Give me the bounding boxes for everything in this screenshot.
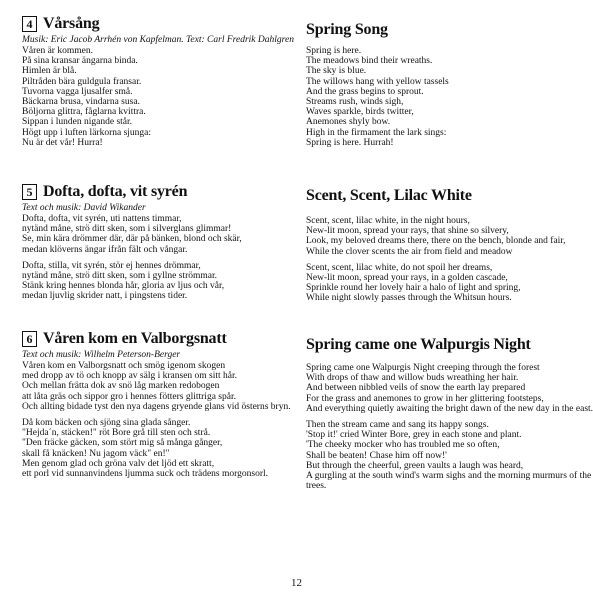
lyric-line: For the grass and anemones to grow in her glittering footsteps, [306, 393, 544, 404]
lyric-line: Men genom glad och gröna valv det ljöd ett skratt, [22, 458, 215, 469]
lyric-line: The willows hang with yellow tassels [306, 76, 449, 87]
lyric-line: The meadows bind their wreaths. [306, 56, 433, 67]
track-number-badge: 4 [22, 16, 37, 32]
lyric-line: Himlen är blå. [22, 66, 77, 77]
lyric-line: "Hejda´n, stäcken!" röt Bore grå till sten och strå. [22, 428, 211, 439]
lyric-line: Våren är kommen. [22, 46, 93, 56]
section-5-swedish [22, 182, 307, 302]
lyric-line: Sippan i lunden nigande står. [22, 117, 133, 128]
lyric-line: 'The cheeky mocker who has troubled me so often, [306, 440, 500, 451]
lyric-line: nytänd måne, strö ditt sken, som i gyllne strömmar. [22, 271, 217, 282]
stanza [22, 261, 307, 302]
lyric-line: ett porl vid sunnanvindens ljumma suck och trädens morgonsorl. [22, 469, 268, 480]
lyric-line: medan ljuvlig skrider natt, i pingstens tider. [22, 291, 188, 302]
lyric-line: Streams rush, winds sigh, [306, 97, 404, 108]
lyric-line: nytänd måne, strö ditt sken, som i silverglans glimmar! [22, 224, 232, 235]
lyric-line: Spring came one Walpurgis Night creeping through the forest [306, 363, 540, 373]
lyric-line: Scent, scent, lilac white, in the night hours, [306, 216, 470, 226]
stanza [306, 420, 591, 491]
song-title: Våren kom en Valborgsnatt [43, 330, 227, 347]
stanza [22, 418, 307, 479]
lyrics [22, 46, 307, 148]
lyric-line: The sky is blue. [306, 66, 367, 77]
lyric-line: And the grass begins to sprout. [306, 86, 424, 97]
section-6-swedish [22, 329, 307, 479]
lyric-line: "Den fräcke gäcken, som stört mig så många gånger, [22, 438, 223, 449]
lyric-line: New-lit moon, spread your rays, that shine so silvery, [306, 226, 509, 237]
stanza [22, 361, 307, 412]
song-credit: Musik: Eric Jacob Arrhén von Kapfelman. Text: Carl Fredrik Dahlgren [22, 35, 294, 45]
stanza [306, 46, 591, 148]
lyric-line: att låta gräs och sippor gro i hennes fötters glittriga spår. [22, 391, 236, 402]
lyric-line: And everything quietly awaiting the bright dawn of the new day in the east. [306, 403, 593, 414]
lyric-line: Then the stream came and sang its happy songs. [306, 420, 489, 431]
song-title: Dofta, dofta, vit syrén [43, 183, 188, 200]
stanza [22, 46, 307, 148]
lyric-line: Böljorna glittra, fåglarna kvittra. [22, 107, 146, 118]
lyric-line: Look, my beloved dreams there, there on the bench, blonde and fair, [306, 236, 566, 247]
stanza [306, 216, 591, 257]
song-credit: Text och musik: David Wikander [22, 203, 146, 213]
lyric-line: Tuvorna vagga ljusalfer små. [22, 86, 133, 97]
lyric-line: Dofta, dofta, vit syrén, uti nattens timmar, [22, 214, 182, 224]
stanza [306, 263, 591, 304]
lyric-line: High in the firmament the lark sings: [306, 127, 447, 138]
lyric-line: med dropp av tö och knopp av sälg i kransen om sitt hår. [22, 371, 238, 382]
lyric-line: New-lit moon, spread your rays, in a golden cascade, [306, 273, 508, 284]
song-title: Vårsång [43, 15, 100, 32]
lyric-line: medan klöverns ängar ifrån fält och vångar. [22, 244, 188, 255]
lyric-line: Högt upp i luften lärkorna sjunga: [22, 127, 152, 138]
lyric-line: Scent, scent, lilac white, do not spoil her dreams, [306, 262, 493, 273]
lyric-line: På sina kransar ängarna binda. [22, 56, 138, 67]
lyric-line: skall få knäcken! Nu jagom väck" en!" [22, 448, 170, 459]
section-4-swedish [22, 14, 307, 148]
section-6-english [306, 335, 591, 491]
lyric-line: Spring is here. Hurrah! [306, 137, 394, 148]
track-number-badge: 6 [22, 331, 37, 347]
lyric-line: While night slowly passes through the Whitsun hours. [306, 293, 512, 304]
page-number: 12 [291, 577, 302, 589]
stanza [306, 363, 591, 414]
song-title: Spring Song [306, 21, 388, 38]
lyrics [22, 214, 307, 302]
lyrics [306, 46, 591, 148]
lyric-line: While the clover scents the air from field and meadow [306, 246, 513, 257]
stanza [22, 214, 307, 255]
lyric-line: Och mellan frätta dok av snö låg marken redobogen [22, 381, 220, 392]
lyric-line: Och allting bidade tyst den nya dagens gryende glans vid österns bryn. [22, 401, 291, 412]
lyric-line: Waves sparkle, birds twitter, [306, 107, 414, 118]
lyrics [306, 216, 591, 304]
lyric-line: And between nibbled veils of snow the earth lay prepared [306, 383, 526, 394]
song-title: Spring came one Walpurgis Night [306, 336, 531, 353]
lyric-line: Nu är det vår! Hurra! [22, 137, 103, 148]
section-4-english [306, 20, 591, 148]
lyrics [306, 363, 591, 491]
lyric-line: Dofta, stilla, vit syrén, stör ej hennes drömmar, [22, 260, 201, 271]
section-5-english [306, 186, 591, 304]
lyric-line: Shall be beaten! Chase him off now!' [306, 450, 447, 461]
lyric-line: Våren kom en Valborgsnatt och smög igenom skogen [22, 361, 226, 371]
lyric-line: Spring is here. [306, 46, 362, 56]
lyric-line: A gurgling at the south wind's warm sighs and the morning murmurs of the [306, 471, 592, 482]
lyrics [22, 361, 307, 479]
lyric-line: Bäckarna brusa, vindarna susa. [22, 97, 140, 108]
lyric-line: With drops of thaw and willow buds wreathing her hair. [306, 373, 519, 384]
lyric-line: Stänk kring hennes blonda hår, gloria av ljus och vår, [22, 281, 225, 292]
lyric-line: Då kom bäcken och sjöng sina glada sånger. [22, 418, 191, 429]
lyric-line: Sprinkle round her lovely hair a halo of light and spring, [306, 283, 521, 294]
track-number-badge: 5 [22, 184, 37, 200]
lyric-line: But through the cheerful, green vaults a laugh was heard, [306, 460, 524, 471]
song-title: Scent, Scent, Lilac White [306, 187, 472, 204]
lyric-line: trees. [306, 481, 327, 492]
lyric-line: 'Stop it!' cried Winter Bore, grey in each stone and plant. [306, 430, 522, 441]
lyric-line: Anemones shyly bow. [306, 117, 391, 128]
lyric-line: Piltråden bära guldgula fransar. [22, 76, 142, 87]
song-credit: Text och musik: Wilhelm Peterson-Berger [22, 350, 181, 360]
lyric-line: Se, min kära drömmer där, där på bänken, blond och skär, [22, 234, 242, 245]
